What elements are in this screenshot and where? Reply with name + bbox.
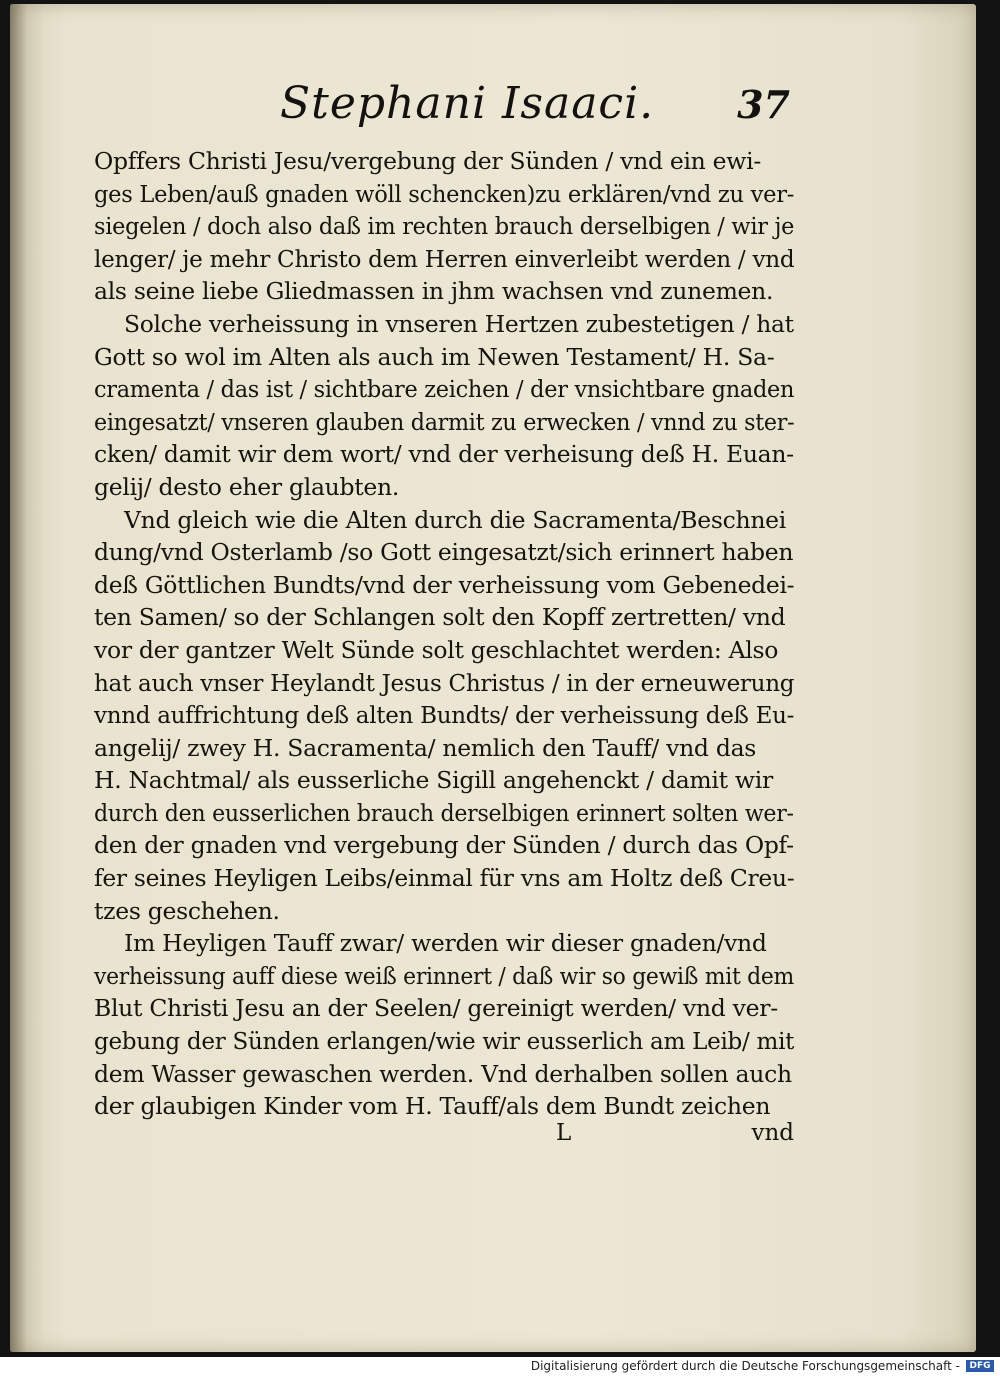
text-line: den der gnaden vnd vergebung der Sünden / durch das Opf-	[94, 831, 794, 860]
page-number: 37	[737, 82, 790, 127]
text-line: dem Wasser gewaschen werden. Vnd derhalben sollen auch	[94, 1059, 792, 1088]
text-line: angelij/ zwey H. Sacramenta/ nemlich den Tauff/ vnd das	[94, 733, 757, 762]
text-line: eingesatzt/ vnseren glauben darmit zu erwecken / vnnd zu ster-	[94, 407, 795, 436]
digitization-footer	[0, 1357, 1000, 1376]
text-line: deß Göttlichen Bundts/vnd der verheissung vom Gebenedei-	[94, 570, 795, 599]
text-line: lenger/ je mehr Christo dem Herren einverleibt werden / vnd	[94, 244, 795, 273]
text-line: vor der gantzer Welt Sünde solt geschlachtet werden: Also	[94, 635, 779, 664]
text-line: durch den eusserlichen brauch derselbigen erinnert solten wer-	[94, 798, 794, 827]
text-line: Gott so wol im Alten als auch im Newen Testament/ H. Sa-	[94, 342, 775, 371]
running-head: Stephani Isaaci.	[280, 78, 655, 129]
text-line: gebung der Sünden erlangen/wie wir eusserlich am Leib/ mit	[94, 1027, 795, 1056]
signature-mark: L	[556, 1120, 572, 1146]
catch-line	[94, 1120, 794, 1154]
text-line: als seine liebe Gliedmassen in jhm wachsen vnd zunemen.	[94, 277, 774, 306]
text-line: cramenta / das ist / sichtbare zeichen / der vnsichtbare gnaden	[94, 375, 795, 404]
text-line: der glaubigen Kinder vom H. Tauff/als dem Bundt zeichen	[94, 1092, 771, 1121]
text-line: Opffers Christi Jesu/vergebung der Sünden / vnd ein ewi-	[94, 147, 761, 175]
text-line: gelij/ desto eher glaubten.	[94, 472, 399, 501]
text-line: Blut Christi Jesu an der Seelen/ gereinigt werden/ vnd ver-	[94, 994, 778, 1023]
funding-credit: Digitalisierung gefördert durch die Deutsche Forschungsgemeinschaft -	[530, 1359, 960, 1373]
catchword: vnd	[751, 1120, 794, 1146]
text-line: vnnd auffrichtung deß alten Bundts/ der verheissung deß Eu-	[94, 701, 795, 730]
dfg-logo: DFG	[966, 1360, 994, 1372]
text-line: hat auch vnser Heylandt Jesus Christus / in der erneuwerung	[94, 668, 795, 697]
text-line: siegelen / doch also daß im rechten brauch derselbigen / wir je	[94, 212, 795, 241]
page-header	[90, 78, 790, 138]
text-line: Solche verheissung in vnseren Hertzen zubestetigen / hat	[124, 309, 794, 338]
text-line: dung/vnd Osterlamb /so Gott eingesatzt/sich erinnert haben	[94, 538, 794, 567]
text-line: ten Samen/ so der Schlangen solt den Kopff zertretten/ vnd	[94, 603, 786, 632]
text-line: fer seines Heyligen Leibs/einmal für vns am Holtz deß Creu-	[94, 864, 795, 893]
text-line: Vnd gleich wie die Alten durch die Sacramenta/Beschnei	[124, 505, 786, 534]
text-line: tzes geschehen.	[94, 896, 280, 925]
page-gutter-shadow	[10, 4, 44, 1352]
text-line: verheissung auff diese weiß erinnert / daß wir so gewiß mit dem	[94, 961, 795, 990]
text-line: H. Nachtmal/ als eusserliche Sigill angehenckt / damit wir	[94, 766, 773, 795]
text-line: Im Heyligen Tauff zwar/ werden wir dieser gnaden/vnd	[124, 929, 767, 958]
text-line: ges Leben/auß gnaden wöll schencken)zu erklären/vnd zu ver-	[94, 179, 795, 208]
text-line: cken/ damit wir dem wort/ vnd der verheisung deß H. Euan-	[94, 440, 794, 469]
body-text	[94, 145, 794, 1123]
